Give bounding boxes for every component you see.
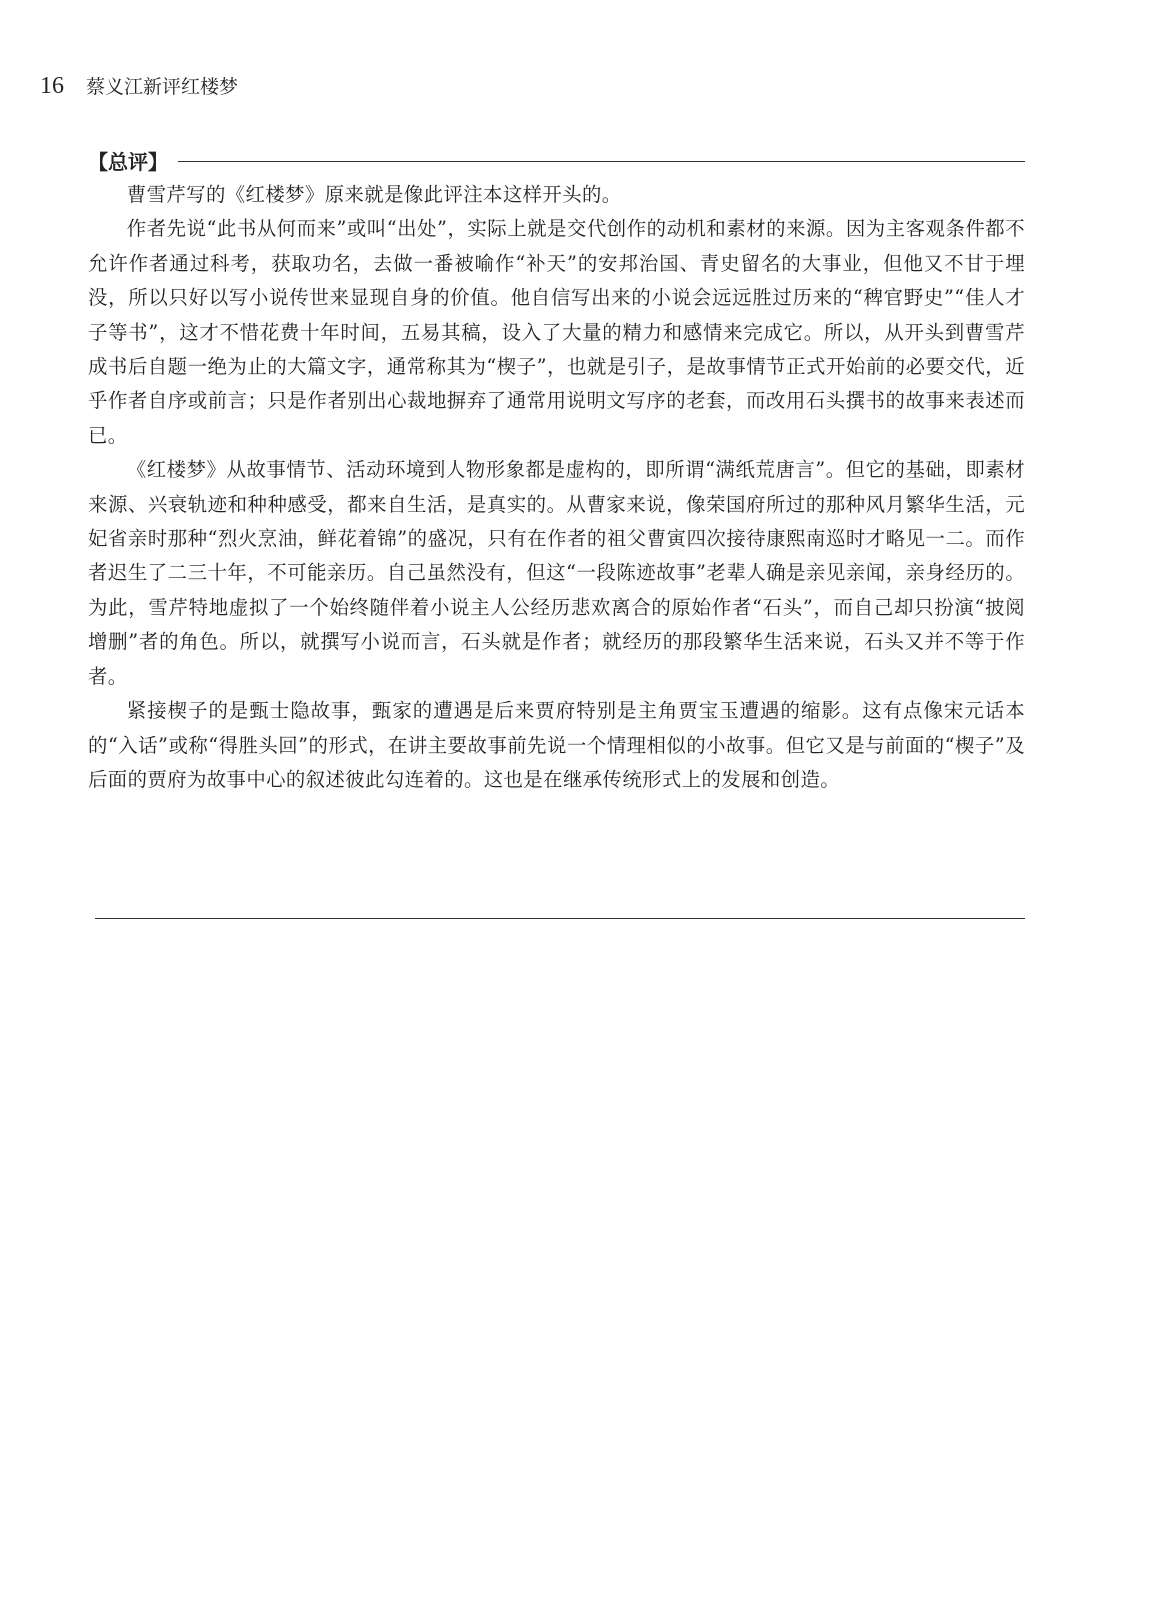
general-commentary-section: [88, 145, 1025, 797]
section-title: 【总评】: [88, 149, 168, 174]
paragraph-2: 作者先说“此书从何而来”或叫“出处”，实际上就是交代创作的动机和素材的来源。因为主客观条件都不允许作者通过科考，获取功名，去做一番被喻作“补天”的安邦治国、青史留名的大事业，但他又不甘于埋没，所以只好以写小说传世来显现自身的价值。他自信写出来的小说会远远胜过历来的“稗官野史”“佳人才子等书”，这才不惜花费十年时间，五易其稿，设入了大量的精力和感情来完成它。所以，从开头到曹雪芹成书后自题一绝为止的大篇文字，通常称其为“楔子”，也就是引子，是故事情节正式开始前的必要交代，近乎作者自序或前言；只是作者别出心裁地摒弃了通常用说明文写序的老套，而改用石头撰书的故事来表述而已。: [88, 217, 1025, 447]
paragraph-3: 《红楼梦》从故事情节、活动环境到人物形象都是虚构的，即所谓“满纸荒唐言”。但它的基础，即素材来源、兴衰轨迹和种种感受，都来自生活，是真实的。从曹家来说，像荣国府所过的那种风月繁华生活，元妃省亲时那种“烈火烹油，鲜花着锦”的盛况，只有在作者的祖父曹寅四次接待康熙南巡时才略见一二。而作者迟生了二三十年，不可能亲历。自己虽然没有，但这“一段陈迹故事”老辈人确是亲见亲闻，亲身经历的。为此，雪芹特地虚拟了一个始终随伴着小说主人公经历悲欢离合的原始作者“石头”，而自己却只扮演“披阅增删”者的角色。所以，就撰写小说而言，石头就是作者；就经历的那段繁华生活来说，石头又并不等于作者。: [88, 458, 1025, 688]
header-rule: [178, 161, 1025, 162]
paragraph-4: 紧接楔子的是甄士隐故事，甄家的遭遇是后来贾府特别是主角贾宝玉遭遇的缩影。这有点像宋元话本的“入话”或称“得胜头回”的形式，在讲主要故事前先说一个情理相似的小故事。但它又是与前面的“楔子”及后面的贾府为故事中心的叙述彼此勾连着的。这也是在继承传统形式上的发展和创造。: [88, 699, 1025, 791]
bottom-rule: [95, 918, 1025, 919]
section-header: [88, 145, 1025, 175]
book-title: 蔡义江新评红楼梦: [86, 76, 239, 98]
paragraph-1: 曹雪芹写的《红楼梦》原来就是像此评注本这样开头的。: [126, 183, 622, 206]
running-head: [40, 72, 238, 106]
page-number: 16: [40, 73, 64, 99]
body-text: [88, 178, 1025, 797]
